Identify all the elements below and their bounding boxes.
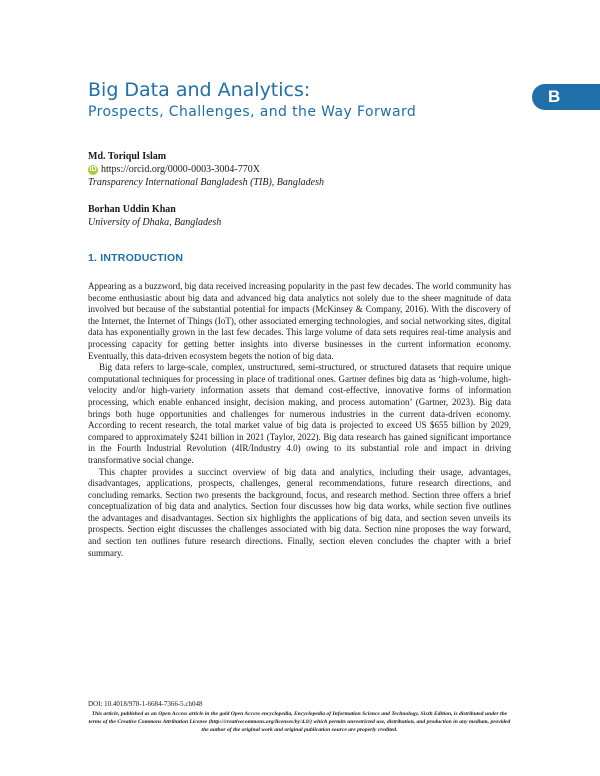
doi-text: DOI: 10.4018/978-1-6684-7366-5.ch048 xyxy=(88,700,203,708)
author-affiliation: Transparency International Bangladesh (TIB), Bangladesh xyxy=(88,177,324,188)
chapter-title xyxy=(88,78,416,122)
license-notice: This article, published as an Open Access article in the gold Open Access encyclopedia, Encyclopedia of Information Science and Technology, Sixth Edition, is distributed under the terms of the Creative Commons Attribution License (http://creativecommons.org/licenses/by/4.0/) which permits unrestricted use, distribution, and production in any medium, provided the author of the original work and original publication source are properly credited. xyxy=(88,710,511,733)
body-text xyxy=(88,281,511,559)
paragraph: Appearing as a buzzword, big data received increasing popularity in the past few decades. The world community has become enthusiastic about big data and advanced big data analytics not solely due to the sheer magnitude of data involved but because of the substantial potential for impacts (McKinsey & Company, 2016). With the discovery of the Internet, the Internet of Things (IoT), other associated emerging technologies, and social networking sites, digital data has exponentially grown in the last few decades. This large volume of data sets requires real-time analysis and processing capacity for getting better insights into diverse businesses in the current information economy. Eventually, this data-driven ecosystem begets the notion of big data. xyxy=(88,281,511,361)
chapter-subtitle: Prospects, Challenges, and the Way Forward xyxy=(88,104,417,120)
chapter-title-main: Big Data and Analytics: xyxy=(88,79,311,101)
section-heading: 1. INTRODUCTION xyxy=(88,252,184,264)
page-footer xyxy=(88,700,511,734)
paragraph: This chapter provides a succinct overview of big data and analytics, including their usage, advantages, disadvantages, applications, prospects, challenges, general recommendations, future research directions, and concluding remarks. Section two presents the background, focus, and research method. Section three offers a brief conceptualization of big data and analytics. Section four discusses how big data works, while section five outlines the advantages and disadvantages. Section six highlights the applications of big data, and section seven unveils its prospects. Section eight discusses the challenges associated with big data. Section nine proposes the way forward, and section ten outlines future research directions. Finally, section eleven concludes the chapter with a brief summary. xyxy=(88,466,511,558)
paragraph: Big data refers to large-scale, complex, unstructured, semi-structured, or structured datasets that require unique computational techniques for processing in place of traditional ones. Gartner defines big data as ‘high-volume, high-velocity and/or high-variety information assets that demand cost-effective, innovative forms of information processing, which enable enhanced insight, decision making, and process automation’ (Gartner, 2023). Big data brings both huge opportunities and challenges for numerous industries in the current data-driven economy. According to recent research, the total market value of big data is projected to exceed US $655 billion by 2029, compared to approximately $241 billion in 2021 (Taylor, 2022). Big data research has gained significant importance in the Fourth Industrial Revolution (4IR/Industry 4.0) owing to its substantial role and impact in driving transformative social change. xyxy=(88,362,511,465)
author-name: Md. Toriqul Islam xyxy=(88,151,167,162)
orcid-icon: iD xyxy=(89,165,97,173)
author-affiliation: University of Dhaka, Bangladesh xyxy=(88,217,222,228)
author-name: Borhan Uddin Khan xyxy=(88,204,176,215)
author-block-1 xyxy=(88,150,324,189)
section-letter-badge: B xyxy=(532,84,600,110)
author-block-2 xyxy=(88,203,221,229)
orcid-line[interactable] xyxy=(88,163,324,176)
orcid-link[interactable]: https://orcid.org/0000-0003-3004-770X xyxy=(101,164,260,175)
